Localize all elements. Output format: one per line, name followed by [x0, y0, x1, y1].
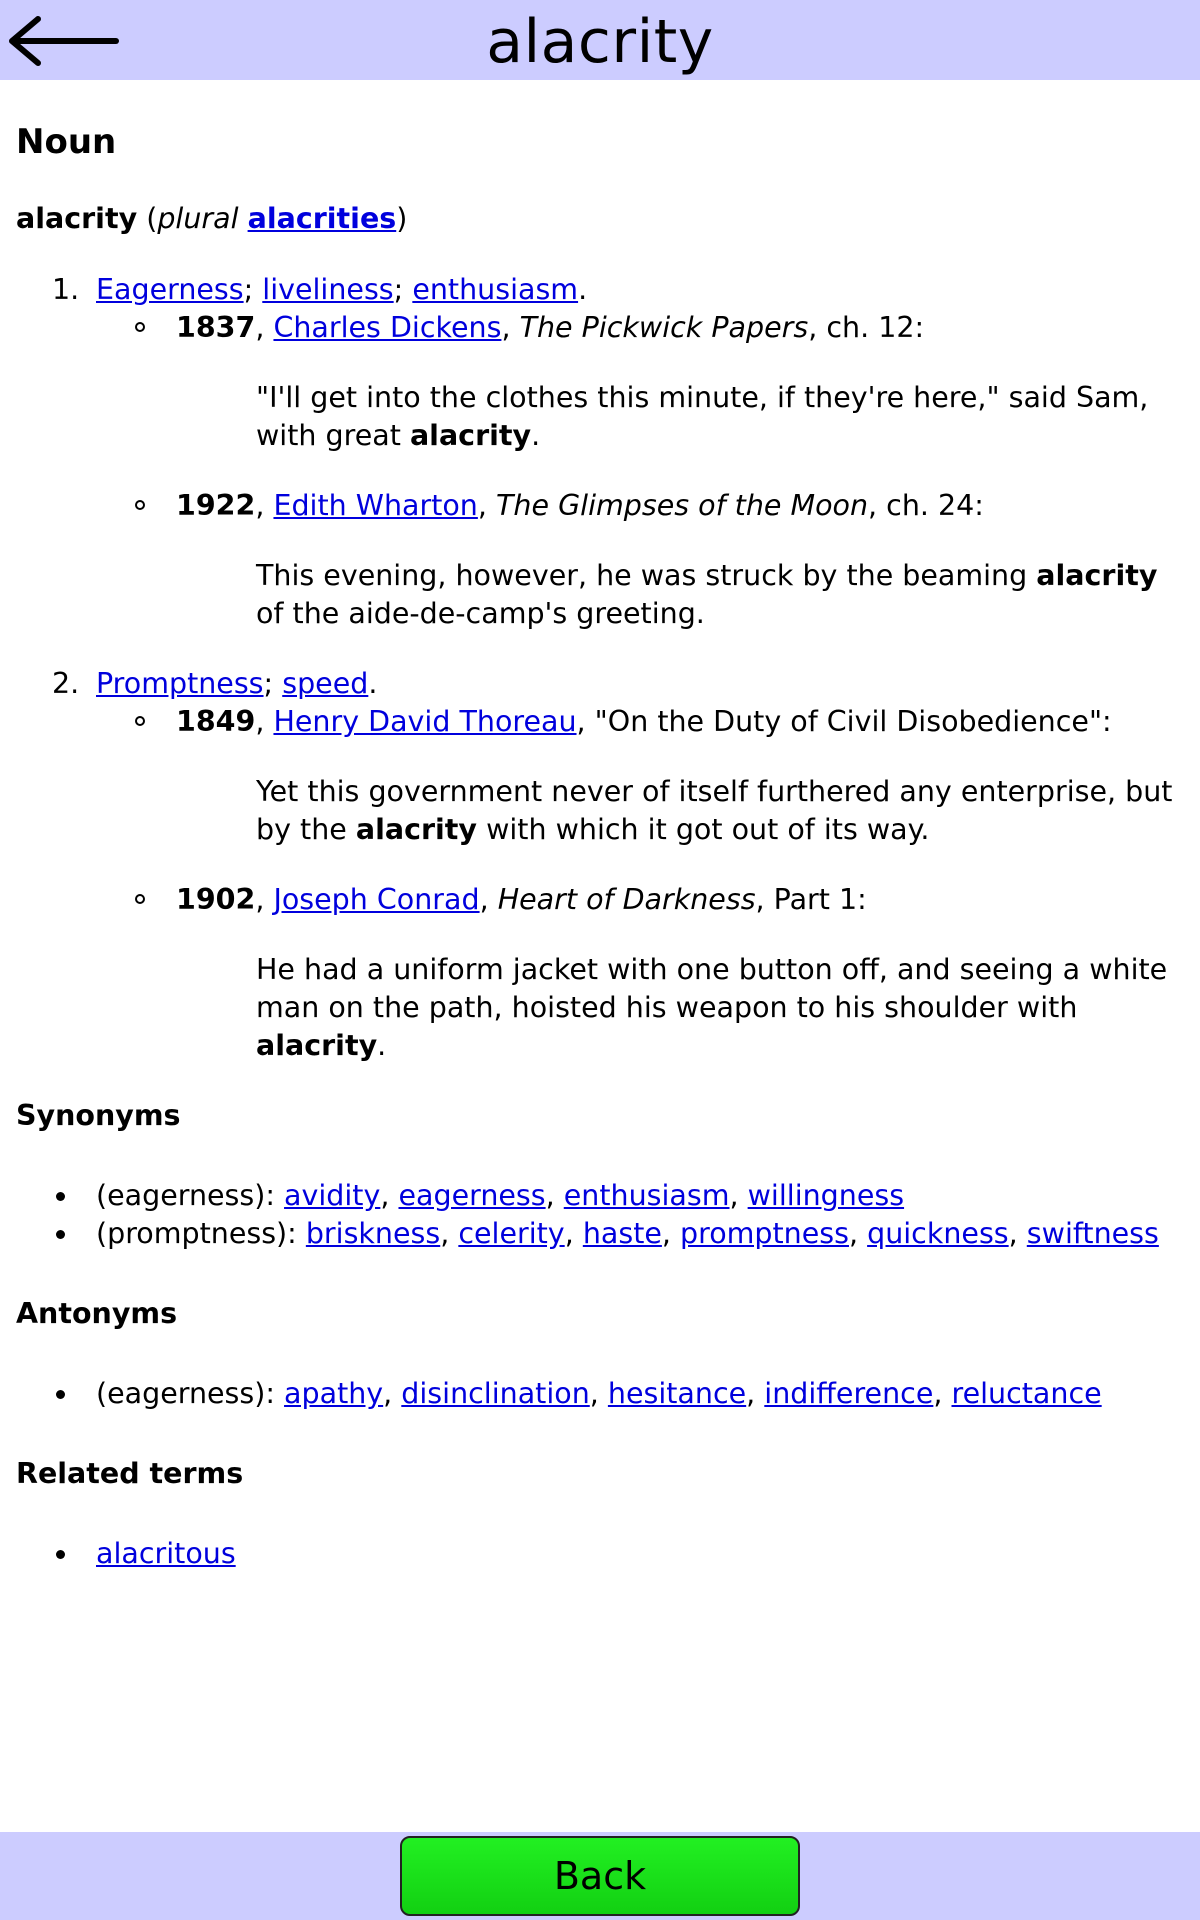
top-bar — [0, 0, 1200, 80]
citation: 1902, Joseph Conrad, Heart of Darkness, Part 1: — [176, 883, 867, 916]
part-of-speech-heading: Noun — [16, 122, 117, 162]
sense-number: 2. — [52, 667, 80, 700]
quote-before: This evening, however, he was struck by the beaming — [256, 559, 1037, 592]
word-link[interactable]: eagerness — [398, 1179, 546, 1212]
word-link[interactable]: willingness — [747, 1179, 905, 1212]
circle-bullet-icon — [135, 322, 145, 332]
bullet-icon — [56, 1390, 65, 1399]
quote-text — [256, 557, 1188, 633]
plural-label: plural — [157, 202, 239, 235]
quotations-list — [96, 703, 1188, 1065]
headword-line — [16, 199, 1188, 239]
quotation — [176, 487, 1188, 633]
author-link[interactable]: Charles Dickens — [273, 311, 502, 344]
word-link[interactable]: enthusiasm — [563, 1179, 730, 1212]
word-link[interactable]: haste — [582, 1217, 662, 1250]
quote-keyword: alacrity — [256, 1029, 378, 1062]
sense-end: . — [578, 273, 588, 306]
related-terms-list — [16, 1535, 1188, 1573]
word-link[interactable]: briskness — [305, 1217, 441, 1250]
gloss-link[interactable]: Eagerness — [96, 273, 244, 306]
quote-keyword: alacrity — [409, 419, 532, 452]
headword: alacrity — [16, 202, 138, 235]
word-link[interactable]: disinclination — [401, 1377, 590, 1410]
quote-text — [256, 773, 1188, 849]
sense-end: . — [368, 667, 378, 700]
quote-after: of the aide-de-camp's greeting. — [256, 597, 705, 630]
work-title: The Pickwick Papers — [519, 311, 809, 344]
quote-keyword: alacrity — [1036, 559, 1158, 592]
senses-list — [16, 271, 1188, 1065]
antonyms-item: (eagerness): apathy, disinclination, hesitance, indifference, reluctance — [96, 1375, 1188, 1413]
entry-content — [16, 80, 1188, 1615]
word-link[interactable]: hesitance — [607, 1377, 747, 1410]
sense-label: (eagerness): — [96, 1377, 285, 1410]
separator: ; — [393, 273, 413, 306]
work-location: , ch. 12: — [808, 311, 925, 344]
quote-before: He had a uniform jacket with one button off, and seeing a white man on the path, hoisted his weapon to his shoulder with — [256, 953, 1168, 1024]
synonyms-list — [16, 1177, 1188, 1253]
circle-bullet-icon — [135, 894, 145, 904]
separator: ; — [243, 273, 263, 306]
work-title: Heart of Darkness — [497, 883, 756, 916]
antonyms-list — [16, 1375, 1188, 1413]
bullet-icon — [56, 1550, 65, 1559]
word-link[interactable]: indifference — [764, 1377, 934, 1410]
word-link[interactable]: promptness — [680, 1217, 849, 1250]
word-link[interactable]: swiftness — [1026, 1217, 1159, 1250]
back-button[interactable]: Back — [400, 1836, 800, 1916]
citation: 1837, Charles Dickens, The Pickwick Papers, ch. 12: — [176, 311, 925, 344]
citation: 1922, Edith Wharton, The Glimpses of the Moon, ch. 24: — [176, 489, 984, 522]
plural-space — [239, 202, 248, 235]
quote-after: . — [377, 1029, 387, 1062]
antonyms-heading: Antonyms — [16, 1297, 178, 1330]
quotations-list — [96, 309, 1188, 633]
related-link[interactable]: alacritous — [96, 1537, 236, 1570]
work-location: , ch. 24: — [868, 489, 984, 522]
related-item — [96, 1535, 1188, 1573]
sense-definition — [96, 665, 1188, 703]
quotation — [176, 881, 1188, 1065]
quote-before: "I'll get into the clothes this minute, if they're here," said Sam, with great — [256, 381, 1149, 452]
circle-bullet-icon — [135, 500, 145, 510]
page-title: alacrity — [486, 7, 714, 77]
quote-year: 1922 — [176, 489, 256, 522]
sense-number: 1. — [52, 273, 80, 306]
quotation — [176, 703, 1188, 849]
sense-item — [52, 665, 1188, 1065]
quotation — [176, 309, 1188, 455]
work-location: , Part 1: — [755, 883, 867, 916]
quote-text — [256, 951, 1188, 1065]
related-terms-heading: Related terms — [16, 1457, 244, 1490]
sense-label: (promptness): — [96, 1217, 306, 1250]
sense-label: (eagerness): — [96, 1179, 285, 1212]
gloss-link[interactable]: liveliness — [262, 273, 394, 306]
bullet-icon — [56, 1192, 65, 1201]
sense-definition — [96, 271, 1188, 309]
circle-bullet-icon — [135, 716, 145, 726]
word-link[interactable]: avidity — [284, 1179, 381, 1212]
quote-text — [256, 379, 1188, 455]
bullet-icon — [56, 1230, 65, 1239]
quote-keyword: alacrity — [355, 813, 478, 846]
bottom-bar — [0, 1832, 1200, 1920]
work-location: , "On the Duty of Civil Disobedience": — [576, 705, 1112, 738]
quote-year: 1902 — [176, 883, 256, 916]
quote-year: 1849 — [176, 705, 256, 738]
citation: 1849, Henry David Thoreau, "On the Duty of Civil Disobedience": — [176, 705, 1112, 738]
word-link[interactable]: apathy — [284, 1377, 384, 1410]
separator: ; — [263, 667, 283, 700]
quote-before: Yet this government never of itself furthered any enterprise, but by the — [256, 775, 1173, 846]
synonyms-item: (promptness): briskness, celerity, haste, promptness, quickness, swiftness — [96, 1215, 1188, 1253]
word-link[interactable]: quickness — [867, 1217, 1009, 1250]
plural-open: ( — [137, 202, 158, 235]
word-link[interactable]: celerity — [458, 1217, 565, 1250]
gloss-link[interactable]: Promptness — [96, 667, 264, 700]
author-link[interactable]: Edith Wharton — [273, 489, 478, 522]
sense-item — [52, 271, 1188, 633]
author-link[interactable]: Joseph Conrad — [273, 883, 480, 916]
gloss-link[interactable]: enthusiasm — [412, 273, 579, 306]
plural-link[interactable]: alacrities — [247, 202, 397, 235]
quote-after: with which it got out of its way. — [477, 813, 930, 846]
work-title: The Glimpses of the Moon — [496, 489, 869, 522]
plural-close: ) — [396, 202, 408, 235]
quote-year: 1837 — [176, 311, 256, 344]
gloss-link[interactable]: speed — [282, 667, 369, 700]
synonyms-item: (eagerness): avidity, eagerness, enthusiasm, willingness — [96, 1177, 1188, 1215]
synonyms-heading: Synonyms — [16, 1099, 181, 1132]
quote-after: . — [531, 419, 541, 452]
word-link[interactable]: reluctance — [951, 1377, 1102, 1410]
author-link[interactable]: Henry David Thoreau — [273, 705, 577, 738]
